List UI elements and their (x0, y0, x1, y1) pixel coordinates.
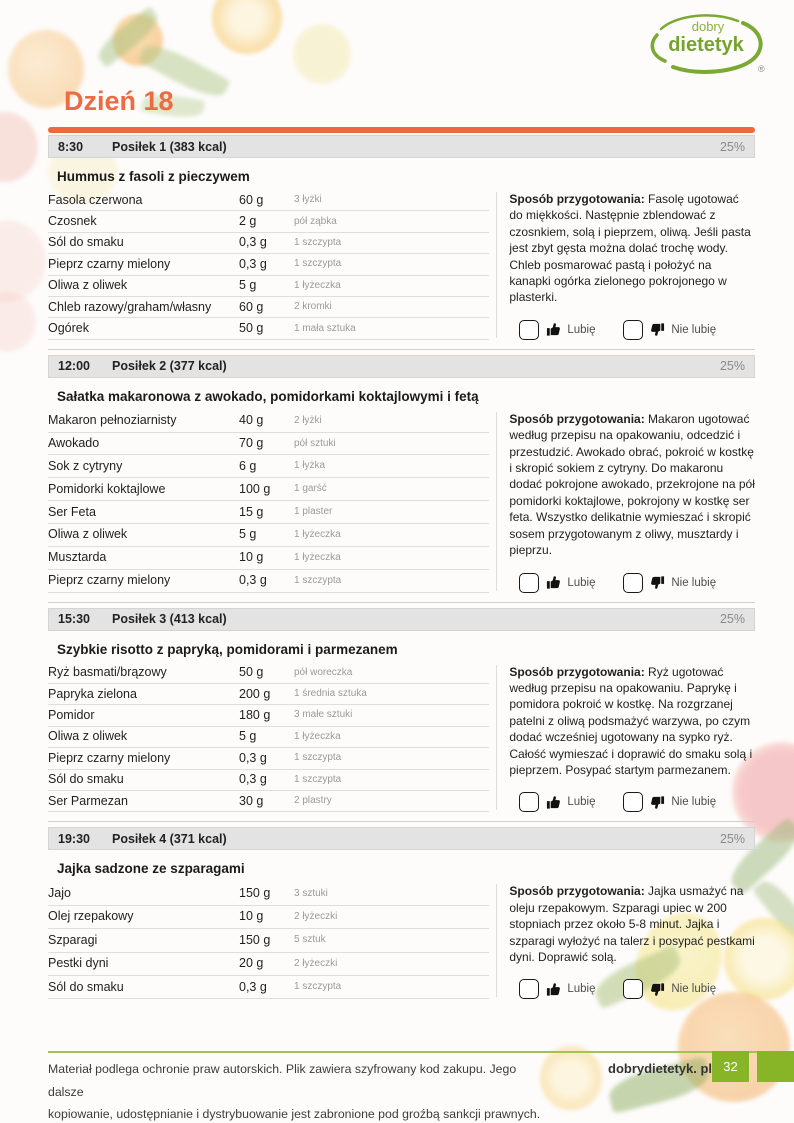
ingredient-name: Pieprz czarny mielony (48, 748, 239, 769)
ingredient-name: Ser Feta (48, 501, 239, 524)
thumb-up-icon (546, 795, 561, 810)
like-option[interactable] (519, 979, 623, 999)
ingredient-row (48, 275, 489, 296)
dobry-dietetyk-logo (642, 8, 774, 89)
ingredient-amount: 180 g (239, 705, 294, 726)
ingredient-row (48, 211, 489, 232)
like-checkbox[interactable] (519, 792, 539, 812)
feedback-row (509, 320, 755, 340)
dislike-label: Nie lubię (671, 983, 717, 996)
meal-time: 15:30 (58, 612, 90, 626)
ingredient-measure: 1 łyżeczka (294, 523, 489, 546)
ingredient-measure: 1 łyżka (294, 455, 489, 478)
instructions-text: Ryż ugotować według przepisu na opakowaniu. Paprykę i pomidora pokroić w kostkę. Na rozgrzanej patelni z oliwą podsmażyć warzywa, po czym dodać wcześniej ugotowany na sypko ryż. Całość wymieszać i doprawić do smaku solą i pieprzem. Posypać startym parmezanem. (509, 664, 753, 777)
ingredient-measure: 1 łyżeczka (294, 726, 489, 747)
ingredient-measure: 1 łyżeczka (294, 275, 489, 296)
vertical-divider (496, 884, 497, 997)
ingredient-amount: 50 g (239, 663, 294, 684)
thumb-up-icon (546, 575, 561, 590)
ingredient-amount: 40 g (239, 410, 294, 432)
ingredient-name: Oliwa z oliwek (48, 275, 239, 296)
like-label: Lubię (567, 796, 596, 809)
footer-copyright-line1: Materiał podlega ochronie praw autorskich. Plik zawiera szyfrowany kod zakupu. Jego dalsze (48, 1062, 517, 1099)
ingredient-row (48, 523, 489, 546)
ingredient-name: Olej rzepakowy (48, 905, 239, 928)
ingredient-amount: 200 g (239, 683, 294, 704)
footer-divider (48, 1051, 794, 1053)
prep-label: Sposób przygotowania: (509, 664, 645, 679)
ingredient-measure: 3 małe sztuki (294, 705, 489, 726)
ingredient-row (48, 683, 489, 704)
ingredient-name: Sól do smaku (48, 232, 239, 253)
ingredient-amount: 5 g (239, 275, 294, 296)
meal-title: Posiłek 2 (377 kcal) (112, 359, 227, 374)
meal-accent-bar (48, 127, 755, 133)
meal-body (48, 663, 755, 813)
like-label: Lubię (567, 983, 596, 996)
like-option[interactable] (519, 792, 623, 812)
ingredient-amount: 0,3 g (239, 569, 294, 592)
instructions-panel (509, 190, 755, 340)
ingredient-amount: 6 g (239, 455, 294, 478)
ingredient-name: Pieprz czarny mielony (48, 569, 239, 592)
ingredient-name: Ser Parmezan (48, 790, 239, 811)
ingredient-measure: 2 łyżki (294, 410, 489, 432)
meal-section (48, 821, 755, 999)
ingredient-measure: 2 łyżeczki (294, 905, 489, 928)
ingredient-amount: 60 g (239, 190, 294, 211)
ingredient-amount: 70 g (239, 432, 294, 455)
ingredient-amount: 5 g (239, 523, 294, 546)
dislike-checkbox[interactable] (623, 792, 643, 812)
ingredient-amount: 5 g (239, 726, 294, 747)
ingredient-name: Ogórek (48, 318, 239, 339)
ingredient-row (48, 905, 489, 928)
ingredient-name: Papryka zielona (48, 683, 239, 704)
ingredient-measure: pół ząbka (294, 211, 489, 232)
like-checkbox[interactable] (519, 979, 539, 999)
feedback-row (509, 792, 755, 812)
meal-body (48, 190, 755, 340)
meal-header (48, 608, 755, 631)
vertical-divider (496, 665, 497, 811)
ingredient-amount: 10 g (239, 905, 294, 928)
footer-copyright-line2: kopiowanie, udostępnianie i dystrybuowanie jest zabronione pod groźbą sankcji prawnych. (48, 1107, 541, 1121)
ingredient-amount: 150 g (239, 882, 294, 905)
meal-title: Posiłek 1 (383 kcal) (112, 139, 227, 154)
ingredient-amount: 0,3 g (239, 975, 294, 998)
instructions-text: Makaron ugotować według przepisu na opakowaniu, odcedzić i przestudzić. Awokado obrać, pokroić w kostkę i skropić sokiem z cytryny. Do makaronu dodać pokrojone awokado, przekrojone na pół pomidorki koktajlowe, pokrojony w kostkę ser feta. Wszystko delikatnie wymieszać i skropić sosem przygotowanym z oliwy, musztardy i pieprzu. (509, 411, 755, 558)
meal-time: 12:00 (58, 359, 90, 374)
instructions-text: Fasolę ugotować do miękkości. Następnie zblendować z czosnkiem, solą i pieprzem, oliwą. Jeśli pasta jest zbyt gęsta można dolać trochę wody. Chleb posmarować pastą i położyć na kanapki ogórka zielonego pokrojonego w plasterki. (509, 192, 751, 305)
ingredient-amount: 15 g (239, 501, 294, 524)
ingredient-row (48, 769, 489, 790)
meal-title: Posiłek 3 (413 kcal) (112, 612, 227, 626)
page-edge-tab (757, 1051, 794, 1082)
grapefruit-decoration (0, 292, 36, 352)
thumb-down-icon (650, 795, 665, 810)
dislike-label: Nie lubię (671, 323, 717, 336)
ingredient-amount: 30 g (239, 790, 294, 811)
grapefruit-decoration (0, 112, 38, 182)
prep-label: Sposób przygotowania: (509, 192, 645, 206)
ingredient-amount: 50 g (239, 318, 294, 339)
recipe-name: Hummus z fasoli z pieczywem (57, 169, 250, 184)
page-title: Dzień 18 (64, 86, 174, 116)
ingredient-measure: 1 szczypta (294, 975, 489, 998)
ingredient-name: Sok z cytryny (48, 455, 239, 478)
meal-body (48, 410, 755, 593)
ingredient-measure: 2 kromki (294, 297, 489, 318)
ingredient-row (48, 748, 489, 769)
ingredient-amount: 150 g (239, 929, 294, 952)
ingredient-row (48, 546, 489, 569)
thumb-up-icon (546, 982, 561, 997)
ingredient-name: Musztarda (48, 546, 239, 569)
ingredient-name: Oliwa z oliwek (48, 523, 239, 546)
dislike-option[interactable] (623, 573, 716, 593)
recipe-name: Sałatka makaronowa z awokado, pomidorkami koktajlowymi i fetą (57, 388, 479, 404)
thumb-down-icon (650, 575, 665, 590)
page-number-badge: 32 (712, 1051, 749, 1082)
instructions-panel (509, 663, 755, 813)
like-label: Lubię (567, 323, 596, 336)
ingredient-measure: 1 szczypta (294, 232, 489, 253)
ingredient-measure: 3 sztuki (294, 882, 489, 905)
ingredient-measure: 1 garść (294, 478, 489, 501)
ingredient-measure: 1 średnia sztuka (294, 683, 489, 704)
prep-label: Sposób przygotowania: (509, 411, 645, 426)
ingredient-row (48, 882, 489, 905)
recipe-name: Szybkie risotto z papryką, pomidorami i parmezanem (57, 641, 398, 657)
footer-site-label: dobrydietetyk. pl (608, 1061, 713, 1076)
instructions-panel (509, 882, 755, 999)
ingredients-table (48, 663, 489, 813)
like-checkbox[interactable] (519, 573, 539, 593)
ingredient-amount: 0,3 g (239, 254, 294, 275)
ingredient-amount: 60 g (239, 297, 294, 318)
ingredient-measure: 1 szczypta (294, 769, 489, 790)
ingredient-measure: 3 łyżki (294, 190, 489, 211)
grapefruit-decoration (0, 220, 46, 302)
ingredient-row (48, 455, 489, 478)
ingredients-table (48, 190, 489, 340)
feedback-row (509, 979, 755, 999)
ingredient-measure: 1 łyżeczka (294, 546, 489, 569)
recipe-name: Jajka sadzone ze szparagami (57, 861, 245, 877)
ingredient-row (48, 929, 489, 952)
ingredient-row (48, 432, 489, 455)
ingredient-measure: 1 szczypta (294, 748, 489, 769)
ingredient-row (48, 726, 489, 747)
ingredient-row (48, 254, 489, 275)
ingredient-name: Pestki dyni (48, 952, 239, 975)
dislike-option[interactable] (623, 320, 716, 340)
ingredient-amount: 10 g (239, 546, 294, 569)
ingredient-name: Oliwa z oliwek (48, 726, 239, 747)
meal-time: 19:30 (58, 831, 90, 846)
dislike-label: Nie lubię (671, 796, 717, 809)
meal-section (48, 127, 755, 340)
ingredient-amount: 20 g (239, 952, 294, 975)
ingredient-amount: 0,3 g (239, 748, 294, 769)
thumb-down-icon (650, 322, 665, 337)
vertical-divider (496, 412, 497, 591)
dislike-checkbox[interactable] (623, 320, 643, 340)
ingredient-name: Sól do smaku (48, 769, 239, 790)
registered-mark: ® (758, 64, 765, 74)
ingredient-name: Awokado (48, 432, 239, 455)
meal-header (48, 827, 755, 850)
ingredient-row (48, 952, 489, 975)
ingredient-name: Ryż basmati/brązowy (48, 663, 239, 684)
ingredient-amount: 100 g (239, 478, 294, 501)
prep-label: Sposób przygotowania: (509, 884, 645, 899)
ingredient-measure: 1 mała sztuka (294, 318, 489, 339)
dislike-option[interactable] (623, 792, 716, 812)
ingredient-name: Szparagi (48, 929, 239, 952)
like-label: Lubię (567, 576, 596, 589)
ingredient-measure: pół sztuki (294, 432, 489, 455)
meal-percent: 25% (719, 139, 745, 154)
logo-text-top: dobry (691, 19, 725, 34)
section-separator (48, 349, 755, 350)
logo-text-bottom: dietetyk (668, 34, 744, 56)
ingredient-row (48, 318, 489, 339)
ingredient-measure: 2 plastry (294, 790, 489, 811)
section-separator (48, 821, 755, 822)
like-option[interactable] (519, 320, 623, 340)
meal-header (48, 355, 755, 378)
instructions-panel (509, 410, 755, 593)
ingredient-row (48, 190, 489, 211)
ingredient-name: Fasola czerwona (48, 190, 239, 211)
ingredient-row (48, 410, 489, 432)
ingredient-measure: 2 łyżeczki (294, 952, 489, 975)
meal-header (48, 135, 755, 158)
meal-section (48, 349, 755, 593)
section-separator (48, 602, 755, 603)
ingredient-row (48, 663, 489, 684)
ingredient-measure: 5 sztuk (294, 929, 489, 952)
ingredient-row (48, 975, 489, 998)
like-checkbox[interactable] (519, 320, 539, 340)
dislike-label: Nie lubię (671, 576, 717, 589)
ingredient-row (48, 790, 489, 811)
ingredient-name: Makaron pełnoziarnisty (48, 410, 239, 432)
thumb-down-icon (650, 982, 665, 997)
dislike-checkbox[interactable] (623, 573, 643, 593)
logo-swoosh-icon (642, 8, 774, 84)
ingredient-amount: 0,3 g (239, 232, 294, 253)
ingredient-name: Pomidorki koktajlowe (48, 478, 239, 501)
instructions-text: Jajka usmażyć na oleju rzepakowym. Szparagi upiec w 200 stopniach przez około 5-8 minut. Jajka i szparagi wyłożyć na talerz i posypać pestkami dyni. Doprawić solą. (509, 884, 755, 964)
dislike-checkbox[interactable] (623, 979, 643, 999)
ingredient-name: Czosnek (48, 211, 239, 232)
ingredient-row (48, 501, 489, 524)
meal-time: 8:30 (58, 139, 84, 154)
ingredient-row (48, 705, 489, 726)
ingredients-table (48, 882, 489, 999)
ingredient-name: Sól do smaku (48, 975, 239, 998)
vertical-divider (496, 192, 497, 338)
ingredient-name: Pomidor (48, 705, 239, 726)
feedback-row (509, 573, 755, 593)
ingredient-name: Jajo (48, 882, 239, 905)
meals-list (48, 127, 755, 999)
ingredient-amount: 2 g (239, 211, 294, 232)
ingredients-table (48, 410, 489, 593)
ingredient-amount: 0,3 g (239, 769, 294, 790)
footer-copyright (48, 1058, 553, 1123)
ingredient-name: Chleb razowy/graham/własny (48, 297, 239, 318)
meal-percent: 25% (719, 359, 745, 374)
meal-section (48, 602, 755, 813)
meal-percent: 25% (719, 831, 745, 846)
thumb-up-icon (546, 322, 561, 337)
meal-percent: 25% (719, 612, 745, 626)
ingredient-measure: 1 szczypta (294, 569, 489, 592)
ingredient-row (48, 569, 489, 592)
meal-body (48, 882, 755, 999)
ingredient-row (48, 478, 489, 501)
like-option[interactable] (519, 573, 623, 593)
ingredient-name: Pieprz czarny mielony (48, 254, 239, 275)
ingredient-measure: 1 plaster (294, 501, 489, 524)
ingredient-row (48, 232, 489, 253)
ingredient-measure: pół woreczka (294, 663, 489, 684)
ingredient-row (48, 297, 489, 318)
dislike-option[interactable] (623, 979, 716, 999)
ingredient-measure: 1 szczypta (294, 254, 489, 275)
meal-title: Posiłek 4 (371 kcal) (112, 831, 227, 846)
